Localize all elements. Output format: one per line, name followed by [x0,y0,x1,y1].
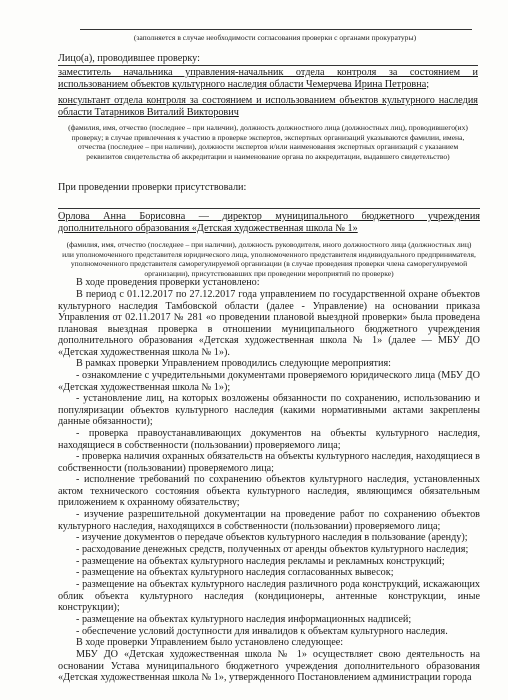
measure-item: - проверка правоустанавливающих документов на объекты культурного наследия, находящиеся в собственности (пользовании) проверяемого лица; [58,428,480,451]
inspectors-label: Лицо(а), проводившее проверку: [58,53,200,64]
present-top-rule [58,208,480,209]
inspectors-note: (фамилия, имя, отчество (последнее – при наличии), должность должностного лица (должностных лиц), проводившего(их) проверку; в случае привлечения к участию в проверке экспертов, экспертных организаций указываются фамилии, имена, отчества (последнее – при наличии), должности экспертов и/или наименования экспертных организаций с указанием реквизитов свидетельства об аккредитации и наименование органа по аккредитации, выдавшего свидетельство) [68,123,468,161]
inspector-1: заместитель начальника управления-начальник отдела контроля за состоянием и использованием объектов культурного наследия области Чемерчева Ирина Петровна; [58,67,478,90]
measure-item: - размещение на объектах культурного наследия согласованных вывесок; [76,567,394,578]
measure-item: - размещение на объектах культурного наследия рекламы и рекламных конструкций; [76,556,445,567]
header-note: (заполняется в случае необходимости согласования проверки с органами прокуратуры) [133,33,417,42]
top-rule [80,29,472,30]
measure-item: - обеспечение условий доступности для инвалидов к объектам культурного наследия. [76,626,448,637]
measure-item: - исполнение требований по сохранению объектов культурного наследия, установленных актом технического состояния объекта культурного наследия, являющимся обязательным приложением к охранному обязательству; [58,474,480,509]
inspectors-label-rule [58,65,478,66]
para-period: В период с 01.12.2017 по 27.12.2017 года управлением по государственной охране объектов культурного наследия Тамбовской области (далее - Управление) на основании приказа Управления от 02.11.2017 № 281 «о проведении плановой выездной проверки» была проведена плановая выездная проверка в отношении муниципального бюджетного учреждения дополнительного образования «Детская художественная школа № 1» (далее — МБУ ДО «Детская художественная школа № 1»). [58,289,480,358]
measure-item: - размещение на объектах культурного наследия различного рода конструкций, искажающих облик объекта культурного наследия (кондиционеры, антенные конструкции, иные конструкции); [58,579,480,614]
para-findings: МБУ ДО «Детская художественная школа № 1» осуществляет свою деятельность на основании Устава муниципального бюджетного учреждения дополнительного образования «Детская художественная школа № 1», утвержденного Постановлением администрации города [58,649,480,684]
measure-item: - установление лиц, на которых возложены обязанности по сохранению, использованию и популяризации объектов культурного наследия (какими нормативными актами закреплены данные обязанности); [58,393,480,428]
measure-item: - ознакомление с учредительными документами проверяемого юридического лица (МБУ ДО «Детская художественная школа № 1»); [58,370,480,393]
measure-item: - размещение на объектах культурного наследия информационных надписей; [76,614,412,625]
present-label: При проведении проверки присутствовали: [58,182,247,193]
established-intro: В ходе проведения проверки установлено: [76,277,260,288]
present-person: Орлова Анна Борисовна — директор муниципального бюджетного учреждения дополнительного образования «Детская художественная школа № 1» [58,211,480,234]
measure-item: - изучение документов о передаче объектов культурного наследия в пользование (аренду); [76,532,468,543]
present-note: (фамилия, имя, отчество (последнее – при наличии), должность руководителя, иного должностного лица (должностных лиц) или уполномоченного представителя юридического лица, уполномоченного представителя индивидуального предпринимателя, уполномоченного представителя саморегулируемой организации (в случае проведения проверки члена саморегулируемой организации), присутствовавших при проведении мероприятий по проверке) [62,240,476,278]
measure-item: - расходование денежных средств, полученных от аренды объектов культурного наследия; [76,544,469,555]
inspector-2: консультант отдела контроля за состоянием и использованием объектов культурного наследия области Татарников Виталий Викторович [58,95,478,118]
measures-intro: В рамках проверки Управлением проводились следующие мероприятия: [76,358,391,369]
measure-item: - изучение разрешительной документации на проведение работ по сохранению объектов культурного наследия, находящихся в собственности (пользовании) проверяемого лица; [58,509,480,532]
findings-intro: В ходе проверки Управлением было установлено следующее: [76,637,344,648]
measure-item: - проверка наличия охранных обязательств на объекты культурного наследия, находящиеся в собственности (пользовании) проверяемого лица; [58,451,480,474]
